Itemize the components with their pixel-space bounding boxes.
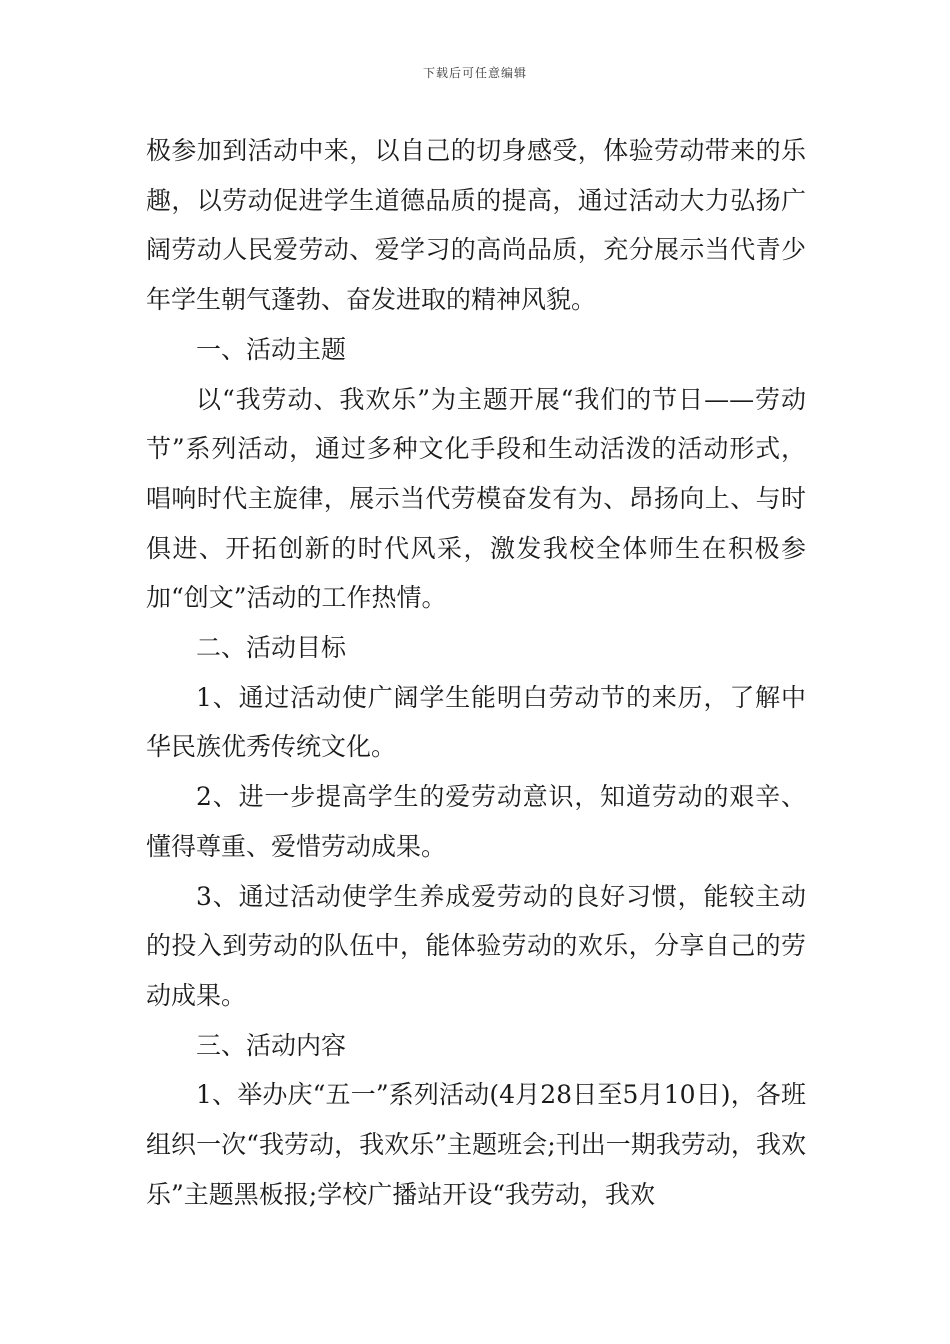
paragraph-goal-2: 2、进一步提高学生的爱劳动意识，知道劳动的艰辛、懂得尊重、爱惜劳动成果。	[146, 782, 806, 861]
paragraph-continuation: 极参加到活动中来，以自己的切身感受，体验劳动带来的乐趣，以劳动促进学生道德品质的提高，通过活动大力弘扬广阔劳动人民爱劳动、爱学习的高尚品质，充分展示当代青少年学生朝气蓬勃、奋发进取的精神风貌。	[146, 136, 806, 315]
document-body	[146, 126, 806, 1219]
section-heading-goals: 二、活动目标	[196, 633, 347, 663]
section-heading-theme: 一、活动主题	[196, 334, 347, 364]
section-heading-content: 三、活动内容	[196, 1030, 347, 1060]
page-header: 下载后可任意编辑	[422, 66, 527, 80]
paragraph-content-1: 1、举办庆“五一”系列活动(4月28日至5月10日)，各班组织一次“我劳动，我欢乐”主题班会;刊出一期我劳动，我欢乐”主题黑板报;学校广播站开设“我劳动，我欢	[146, 1080, 806, 1209]
paragraph-theme: 以“我劳动、我欢乐”为主题开展“我们的节日——劳动节”系列活动，通过多种文化手段和生动活泼的活动形式，唱响时代主旋律，展示当代劳模奋发有为、昂扬向上、与时俱进、开拓创新的时代风采，激发我校全体师生在积极参加“创文”活动的工作热情。	[146, 384, 806, 613]
paragraph-goal-3: 3、通过活动使学生养成爱劳动的良好习惯，能较主动的投入到劳动的队伍中，能体验劳动的欢乐，分享自己的劳动成果。	[146, 881, 806, 1010]
paragraph-goal-1: 1、通过活动使广阔学生能明白劳动节的来历，了解中华民族优秀传统文化。	[146, 682, 806, 762]
